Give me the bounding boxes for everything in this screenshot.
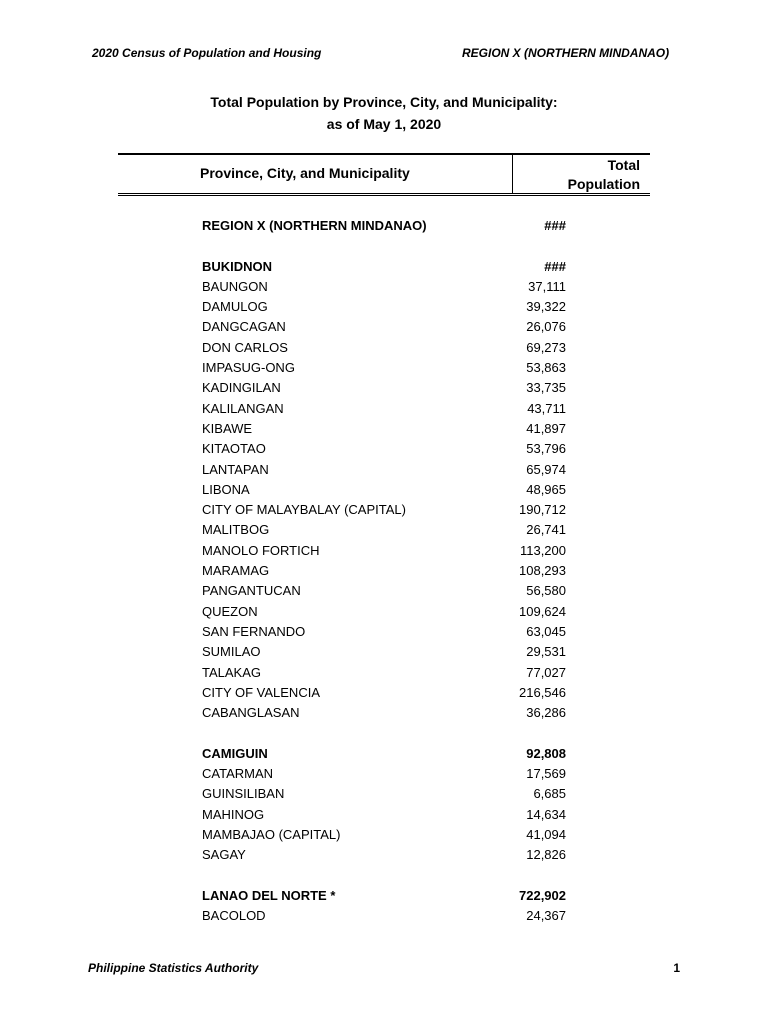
header-column-divider xyxy=(512,155,513,193)
row-value: 37,111 xyxy=(528,278,566,294)
row-value: 63,045 xyxy=(526,623,566,639)
row-name: BAUNGON xyxy=(202,278,268,294)
table-row xyxy=(0,358,768,378)
row-name: MALITBOG xyxy=(202,522,270,538)
row-name: DON CARLOS xyxy=(202,339,288,355)
table-body xyxy=(0,216,768,926)
row-value: 65,974 xyxy=(526,461,566,477)
row-name: TALAKAG xyxy=(202,664,262,680)
row-name: MAMBAJAO (CAPITAL) xyxy=(202,826,341,842)
row-name: GUINSILIBAN xyxy=(202,786,285,802)
row-name: SAGAY xyxy=(202,847,246,863)
row-name: DAMULOG xyxy=(202,299,268,315)
row-value: 113,200 xyxy=(519,542,566,558)
row-value: 108,293 xyxy=(519,563,566,579)
table-row xyxy=(0,480,768,500)
table-row xyxy=(0,500,768,520)
table-row xyxy=(0,663,768,683)
table-group-row xyxy=(0,744,768,764)
table-row xyxy=(0,622,768,642)
row-name: KADINGILAN xyxy=(202,380,281,396)
page-subtitle: as of May 1, 2020 xyxy=(326,116,442,132)
row-name: MANOLO FORTICH xyxy=(202,542,320,558)
column-header-value xyxy=(568,156,640,194)
column-header-value-line1: Total xyxy=(607,157,640,173)
row-value: 41,897 xyxy=(526,420,566,436)
table-row xyxy=(0,541,768,561)
row-value: 24,367 xyxy=(526,908,566,924)
table-row xyxy=(0,764,768,784)
row-name: LANTAPAN xyxy=(202,461,269,477)
table-row xyxy=(0,845,768,865)
row-name: KALILANGAN xyxy=(202,400,284,416)
row-value: 69,273 xyxy=(526,339,566,355)
table-row xyxy=(0,602,768,622)
row-name: CAMIGUIN xyxy=(202,745,268,761)
table-group-row xyxy=(0,886,768,906)
row-name: LIBONA xyxy=(202,481,250,497)
row-name: KITAOTAO xyxy=(202,441,266,457)
row-name: IMPASUG-ONG xyxy=(202,360,295,376)
table-row xyxy=(0,419,768,439)
row-name: BUKIDNON xyxy=(202,258,273,274)
row-name: LANAO DEL NORTE * xyxy=(202,887,336,903)
table-group-row xyxy=(0,216,768,236)
footer-agency: Philippine Statistics Authority xyxy=(88,961,259,975)
table-row xyxy=(0,683,768,703)
row-name: DANGCAGAN xyxy=(202,319,286,335)
row-value: 29,531 xyxy=(526,644,566,660)
table-row xyxy=(0,561,768,581)
header-left: 2020 Census of Population and Housing xyxy=(92,46,322,60)
row-value: 14,634 xyxy=(526,806,566,822)
row-value: 26,741 xyxy=(526,522,566,538)
row-value: 43,711 xyxy=(527,400,566,416)
row-name: REGION X (NORTHERN MINDANAO) xyxy=(202,218,427,233)
row-name: SAN FERNANDO xyxy=(202,623,306,639)
row-name: BACOLOD xyxy=(202,908,266,924)
row-value: 39,322 xyxy=(526,299,566,315)
table-row xyxy=(0,825,768,845)
table-row xyxy=(0,399,768,419)
table-row xyxy=(0,906,768,926)
table-row xyxy=(0,378,768,398)
page-number: 1 xyxy=(673,961,680,975)
column-header-value-line2: Population xyxy=(567,176,640,192)
row-value: 109,624 xyxy=(519,603,566,619)
table-row xyxy=(0,642,768,662)
table-row xyxy=(0,317,768,337)
row-value: 36,286 xyxy=(526,705,566,721)
table-row xyxy=(0,581,768,601)
table-row xyxy=(0,805,768,825)
row-value: 53,863 xyxy=(526,360,566,376)
table-row xyxy=(0,277,768,297)
row-value: ### xyxy=(544,218,566,233)
table-group-row xyxy=(0,257,768,277)
table-spacer-row xyxy=(0,723,768,743)
table-header-rule xyxy=(118,193,650,194)
row-value: 216,546 xyxy=(519,684,566,700)
row-value: 56,580 xyxy=(526,583,566,599)
row-value: 190,712 xyxy=(519,502,566,518)
row-value: 6,685 xyxy=(533,786,566,802)
table-row xyxy=(0,439,768,459)
row-name: CABANGLASAN xyxy=(202,705,300,721)
table-spacer-row xyxy=(0,866,768,886)
row-value: ### xyxy=(544,258,566,274)
row-value: 41,094 xyxy=(526,826,566,842)
row-value: 722,902 xyxy=(519,887,566,903)
table-row xyxy=(0,297,768,317)
row-value: 12,826 xyxy=(526,847,566,863)
row-value: 26,076 xyxy=(526,319,566,335)
table-top-rule xyxy=(118,153,650,155)
header-right: REGION X (NORTHERN MINDANAO) xyxy=(462,46,670,60)
table-spacer-row xyxy=(0,236,768,256)
row-name: MARAMAG xyxy=(202,563,270,579)
row-value: 48,965 xyxy=(526,481,566,497)
row-name: KIBAWE xyxy=(202,420,253,436)
row-name: CITY OF VALENCIA xyxy=(202,684,320,700)
row-value: 77,027 xyxy=(526,664,566,680)
column-header-name: Province, City, and Municipality xyxy=(200,165,410,181)
row-value: 92,808 xyxy=(526,745,566,761)
row-value: 33,735 xyxy=(526,380,566,396)
row-name: MAHINOG xyxy=(202,806,265,822)
table-row xyxy=(0,703,768,723)
row-name: QUEZON xyxy=(202,603,258,619)
table-row xyxy=(0,520,768,540)
row-name: CITY OF MALAYBALAY (CAPITAL) xyxy=(202,502,406,518)
row-value: 53,796 xyxy=(526,441,566,457)
table-row xyxy=(0,338,768,358)
row-name: SUMILAO xyxy=(202,644,261,660)
table-row xyxy=(0,784,768,804)
row-value: 17,569 xyxy=(526,766,566,782)
row-name: CATARMAN xyxy=(202,766,274,782)
row-name: PANGANTUCAN xyxy=(202,583,301,599)
table-header-rule-double xyxy=(118,195,650,196)
table-row xyxy=(0,460,768,480)
page-title: Total Population by Province, City, and Municipality: xyxy=(210,94,558,110)
